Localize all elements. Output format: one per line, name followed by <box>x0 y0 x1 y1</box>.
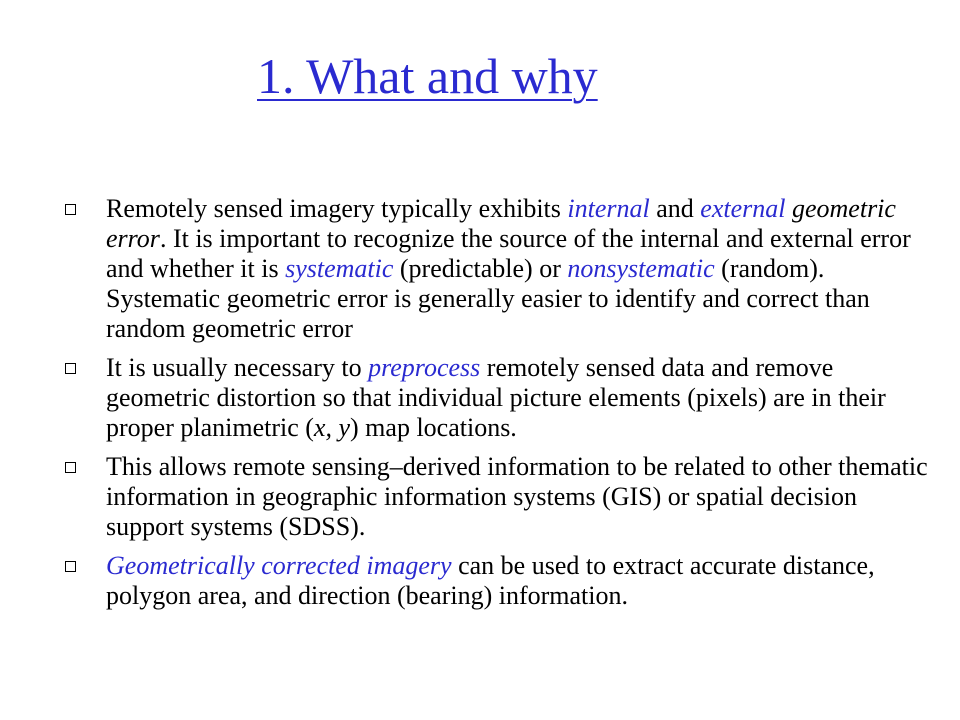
bullet-text: It is usually necessary to <box>106 353 369 382</box>
hollow-square-bullet-icon <box>65 204 76 215</box>
hollow-square-bullet-icon <box>65 561 76 572</box>
bullet-text: (predictable) or <box>393 254 568 283</box>
bullet-text: remotely sensed data and remove geometric distortion so that individual picture elements (pixels) are in their proper planimetric ( <box>106 353 886 442</box>
hollow-square-bullet-icon <box>65 363 76 374</box>
bullet-text: can be used to extract accurate distance, polygon area, and direction (bearing) information. <box>106 551 875 610</box>
bullet-emphasis: internal <box>567 194 650 223</box>
slide-title: 1. What and why <box>257 48 598 104</box>
bullet-item <box>58 194 928 344</box>
bullet-emphasis: preprocess <box>368 353 481 382</box>
bullet-item <box>58 452 928 542</box>
bullet-list <box>58 194 928 620</box>
bullet-emphasis: nonsystematic <box>567 254 715 283</box>
bullet-text: . It is important to recognize the source of the internal and external error and whether it is <box>106 224 911 283</box>
bullet-emphasis: x, y <box>313 413 351 442</box>
bullet-item <box>58 353 928 443</box>
bullet-text: ) map locations. <box>350 413 517 442</box>
bullet-item <box>58 551 928 611</box>
hollow-square-bullet-icon <box>65 462 76 473</box>
bullet-emphasis: geometric error <box>106 194 896 253</box>
bullet-emphasis: external <box>700 194 786 223</box>
bullet-text: Remotely sensed imagery typically exhibits <box>106 194 568 223</box>
bullet-text: and <box>649 194 701 223</box>
bullet-text: This allows remote sensing–derived information to be related to other thematic information in geographic information systems (GIS) or spatial decision support systems (SDSS). <box>106 452 928 541</box>
bullet-text: (random). Systematic geometric error is generally easier to identify and correct than random geometric error <box>106 254 870 343</box>
bullet-emphasis: systematic <box>285 254 394 283</box>
bullet-emphasis: Geometrically corrected imagery <box>106 551 452 580</box>
